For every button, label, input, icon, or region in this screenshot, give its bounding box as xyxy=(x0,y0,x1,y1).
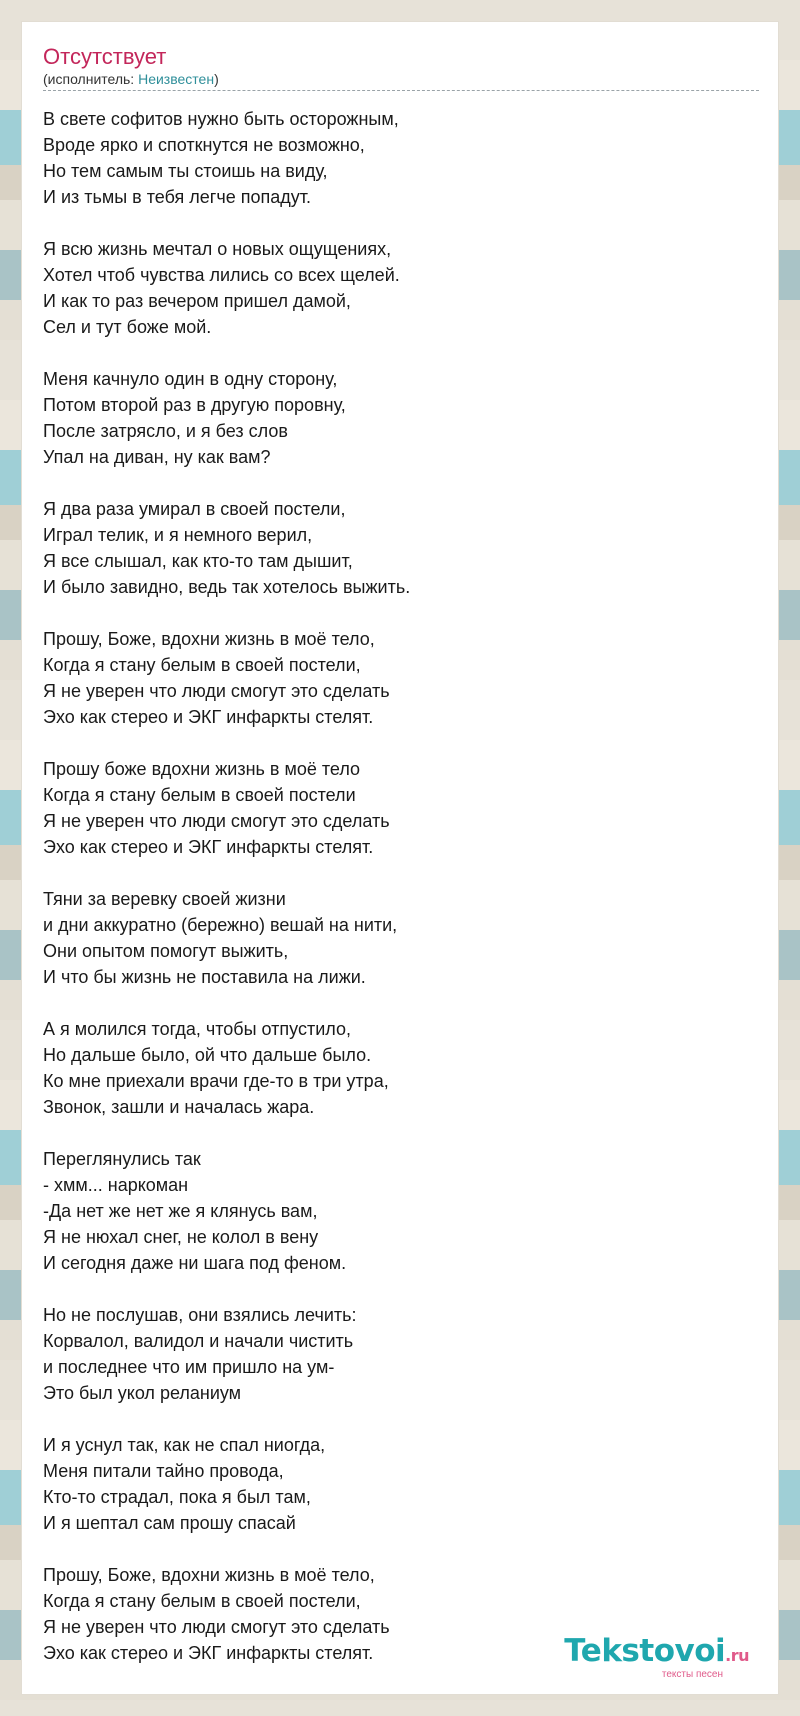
lyric-line: И что бы жизнь не поставила на лижи. xyxy=(43,967,366,987)
lyrics-stanza xyxy=(43,886,759,990)
lyric-line: Вроде ярко и споткнутся не возможно, xyxy=(43,135,365,155)
lyric-line: Когда я стану белым в своей постели xyxy=(43,785,356,805)
lyric-line: Меня качнуло один в одну сторону, xyxy=(43,369,338,389)
lyric-line: Тяни за веревку своей жизни xyxy=(43,889,286,909)
lyric-line: Прошу, Боже, вдохни жизнь в моё тело, xyxy=(43,1565,375,1585)
lyrics-stanza xyxy=(43,1302,759,1406)
lyric-line: Кто-то страдал, пока я был там, xyxy=(43,1487,311,1507)
lyric-line: Переглянулись так xyxy=(43,1149,201,1169)
song-header xyxy=(43,44,759,91)
lyrics-stanza xyxy=(43,1016,759,1120)
lyric-line: И как то раз вечером пришел дамой, xyxy=(43,291,351,311)
lyric-line: И я шептал сам прошу спасай xyxy=(43,1513,296,1533)
lyric-line: И я уснул так, как не спал ниогда, xyxy=(43,1435,326,1455)
artist-line xyxy=(43,70,759,91)
lyrics-page xyxy=(21,21,779,1695)
artist-link[interactable]: Неизвестен xyxy=(138,71,215,87)
lyric-line: Корвалол, валидол и начали чистить xyxy=(43,1331,354,1351)
song-title: Отсутствует xyxy=(43,44,167,69)
lyric-line: Когда я стану белым в своей постели, xyxy=(43,1591,361,1611)
lyric-line: Эхо как стерео и ЭКГ инфаркты стелят. xyxy=(43,837,374,857)
lyric-line: Они опытом помогут выжить, xyxy=(43,941,289,961)
lyrics-stanza xyxy=(43,1146,759,1276)
lyric-line: Я все слышал, как кто-то там дышит, xyxy=(43,551,353,571)
lyric-line: И сегодня даже ни шага под феном. xyxy=(43,1253,347,1273)
lyric-line: Но не послушав, они взялись лечить: xyxy=(43,1305,357,1325)
lyric-line: Когда я стану белым в своей постели, xyxy=(43,655,361,675)
lyric-line: Прошу, Боже, вдохни жизнь в моё тело, xyxy=(43,629,375,649)
lyric-line: После затрясло, и я без слов xyxy=(43,421,288,441)
lyrics-stanza xyxy=(43,626,759,730)
lyrics-stanza xyxy=(43,496,759,600)
lyrics-stanza xyxy=(43,366,759,470)
logo-name: Tekstovoi xyxy=(564,1633,726,1669)
lyric-line: Прошу боже вдохни жизнь в моё тело xyxy=(43,759,361,779)
lyric-line: Эхо как стерео и ЭКГ инфаркты стелят. xyxy=(43,1643,374,1663)
lyric-line: Но тем самым ты стоишь на виду, xyxy=(43,161,328,181)
lyric-line: Я не уверен что люди смогут это сделать xyxy=(43,811,390,831)
lyric-line: И из тьмы в тебя легче попадут. xyxy=(43,187,311,207)
lyric-line: Звонок, зашли и началась жара. xyxy=(43,1097,315,1117)
logo-tld: .ru xyxy=(725,1646,749,1665)
lyric-line: - хмм... наркоман xyxy=(43,1175,189,1195)
lyric-line: -Да нет же нет же я клянусь вам, xyxy=(43,1201,318,1221)
lyric-line: Я не уверен что люди смогут это сделать xyxy=(43,1617,390,1637)
lyric-line: Потом второй раз в другую поровну, xyxy=(43,395,346,415)
logo-tagline: тексты песен xyxy=(661,1669,723,1680)
lyric-line: Меня питали тайно провода, xyxy=(43,1461,284,1481)
lyric-line: Ко мне приехали врачи где-то в три утра, xyxy=(43,1071,389,1091)
lyric-line: Сел и тут боже мой. xyxy=(43,317,212,337)
lyric-line: Эхо как стерео и ЭКГ инфаркты стелят. xyxy=(43,707,374,727)
lyric-line: Я не уверен что люди смогут это сделать xyxy=(43,681,390,701)
lyric-line: Я два раза умирал в своей постели, xyxy=(43,499,346,519)
lyric-line: Я не нюхал снег, не колол в вену xyxy=(43,1227,319,1247)
lyrics-stanza xyxy=(43,236,759,340)
lyric-line: А я молился тогда, чтобы отпустило, xyxy=(43,1019,351,1039)
lyrics-body xyxy=(43,106,759,1692)
artist-suffix: ) xyxy=(214,71,219,87)
artist-prefix: (исполнитель: xyxy=(43,71,139,87)
lyrics-stanza xyxy=(43,756,759,860)
lyric-line: В свете софитов нужно быть осторожным, xyxy=(43,109,399,129)
lyric-line: Хотел чтоб чувства лились со всех щелей. xyxy=(43,265,400,285)
lyric-line: Но дальше было, ой что дальше было. xyxy=(43,1045,372,1065)
lyric-line: И было завидно, ведь так хотелось выжить. xyxy=(43,577,411,597)
lyric-line: Я всю жизнь мечтал о новых ощущениях, xyxy=(43,239,392,259)
lyric-line: и дни аккуратно (бережно) вешай на нити, xyxy=(43,915,398,935)
lyric-line: Играл телик, и я немного верил, xyxy=(43,525,313,545)
lyric-line: Это был укол реланиум xyxy=(43,1383,242,1403)
lyrics-stanza xyxy=(43,1432,759,1536)
site-logo[interactable] xyxy=(564,1635,749,1680)
lyric-line: и последнее что им пришло на ум- xyxy=(43,1357,335,1377)
lyrics-stanza xyxy=(43,106,759,210)
lyric-line: Упал на диван, ну как вам? xyxy=(43,447,271,467)
